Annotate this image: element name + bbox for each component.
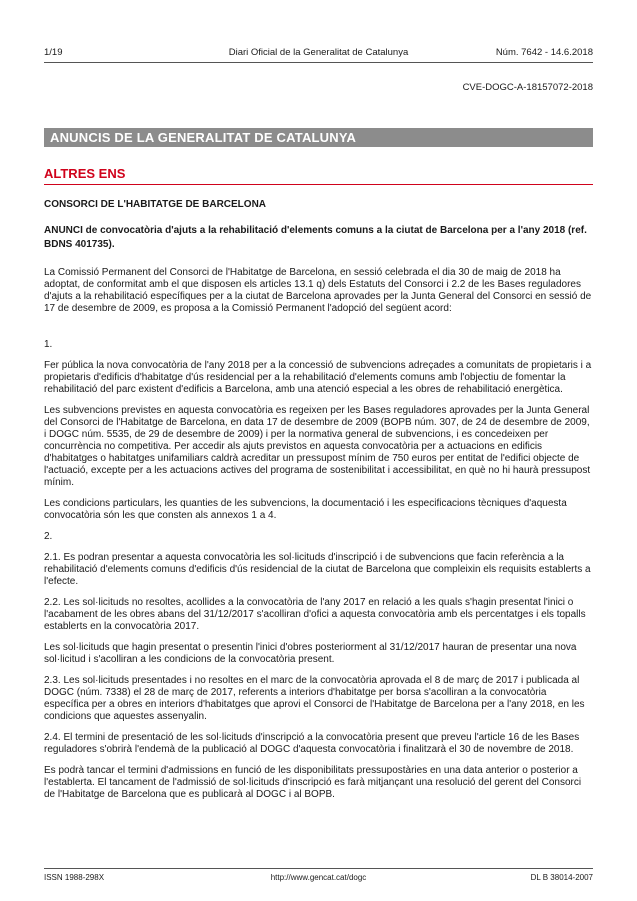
issue-number: Núm. 7642 - 14.6.2018	[495, 47, 593, 58]
cve-code: CVE-DOGC-A-18157072-2018	[462, 82, 593, 93]
paragraph: Les condicions particulars, les quanties de les subvencions, la documentació i les especificacions tècniques d'aquesta convocatòria són les que consten als annexos 1 a 4.	[44, 498, 567, 521]
document-body	[44, 199, 593, 810]
intro-paragraph: La Comissió Permanent del Consorci de l'Habitatge de Barcelona, en sessió celebrada el dia 30 de maig de 2018 ha adoptat, de conformitat amb el que disposen els articles 13.1 q) dels Estatuts del Consorci i 2.2 de les Bases reguladores d'ajuts a la rehabilitació específiques per a la ciutat de Barcelona aprovades per la Junta General del Consorci en sessió de 17 de desembre de 2009, es proposa a la Comissió Permanent l'adopció del següent acord:	[44, 267, 592, 314]
page-number: 1/19	[44, 47, 63, 58]
paragraph: Es podrà tancar el termini d'admissions en funció de les disponibilitats pressupostàries en una data anterior o posterior a l'establerta. El tancament de l'admissió de sol·licituds d'inscripció es farà mitjançant una resolució del gerent del Consorci de l'Habitatge de Barcelona que es publicarà al DOGC i al BOPB.	[44, 765, 582, 800]
footer-issn: ISSN 1988-298X	[44, 873, 105, 882]
section-title: ANUNCIS DE LA GENERALITAT DE CATALUNYA	[44, 128, 593, 147]
subsection-divider	[44, 184, 593, 185]
footer-url: http://www.gencat.cat/dogc	[270, 873, 367, 882]
footer-legal-deposit: DL B 38014-2007	[530, 873, 593, 882]
subsection-title: ALTRES ENS	[44, 166, 126, 181]
subsection-heading	[44, 166, 593, 185]
page-header	[44, 47, 593, 63]
header-divider	[44, 62, 593, 63]
paragraph: Les subvencions previstes en aquesta convocatòria es regeixen per les Bases reguladores aprovades per la Junta General del Consorci de l'Habitatge de Barcelona, en data 17 de desembre de 2009 (BOPB núm. 307, de 24 de desembre de 2009, i DOGC núm. 5535, de 29 de desembre de 2009) i per la normativa general de subvencions, i es concedeixen per concurrència no competitiva. Per accedir als ajuts previstos en aquesta convocatòria per a actuacions en edificis d'habitatges o habitatges unifamiliars caldrà acreditar un pressupost mínim de 750 euros per entitat de l'edifici objecte de l'actuació, excepte per a les actuacions actives del programa de sostenibilitat i accessibilitat, en què no hi haurà pressupost mínim.	[44, 405, 591, 488]
paragraph: Les sol·licituds que hagin presentat o presentin l'inici d'obres posteriorment al 31/12/2017 hauran de presentar una nova sol·licitud i s'acolliran a les condicions de la convocatòria present.	[44, 642, 577, 665]
journal-title: Diari Oficial de la Generalitat de Catalunya	[228, 47, 409, 58]
entity-name: CONSORCI DE L'HABITATGE DE BARCELONA	[44, 199, 267, 210]
paragraph: Fer pública la nova convocatòria de l'any 2018 per a la concessió de subvencions adreçades a comunitats de propietaris i a propietaris d'edificis d'habitatge d'ús residencial per a la rehabilitació d'elements comuns amb l'objectiu de fomentar la rehabilitació del parc existent d'edificis a Barcelona, amb una atenció especial a les obres de rehabilitació energètica.	[44, 360, 592, 395]
paragraph: 2.3. Les sol·licituds presentades i no resoltes en el marc de la convocatòria aprovada el 8 de març de 2017 i publicada al DOGC (núm. 7338) el 28 de març de 2017, referents a interiors d'habitatge per borsa s'acolliran a la convocatòria específica per a obres en interiors d'habitatges que aprovi el Consorci de l'Habitatge de Barcelona per a l'any 2018, en les condicions que aquestes assenyalin.	[44, 675, 585, 722]
page-footer	[44, 868, 593, 887]
paragraph: 2.1. Es podran presentar a aquesta convocatòria les sol·licituds d'inscripció i de subvencions que facin referència a la rehabilitació d'elements comuns d'edificis d'ús residencial de la ciutat de Barcelona que compleixin els requisits establerts a l'efecte.	[44, 552, 591, 587]
section-number: 2.	[44, 531, 53, 542]
announcement-title: ANUNCI de convocatòria d'ajuts a la rehabilitació d'elements comuns a la ciutat de Barcelona per a l'any 2018 (ref. BDNS 401735).	[44, 225, 587, 250]
paragraph: 2.4. El termini de presentació de les sol·licituds d'inscripció a la convocatòria present que preveu l'article 16 de les Bases reguladores s'obrirà l'endemà de la publicació al DOGC d'aquesta convocatòria i finalitzarà el 30 de novembre de 2018.	[44, 732, 580, 755]
paragraph: 2.2. Les sol·licituds no resoltes, acollides a la convocatòria de l'any 2017 en relació a les quals s'hagin presentat l'inici o l'acabament de les obres abans del 31/12/2017 s'acolliran d'ofici a aquesta convocatòria amb els percentatges i els topalls establerts en la convocatòria 2017.	[44, 597, 586, 632]
section-number: 1.	[44, 339, 53, 350]
